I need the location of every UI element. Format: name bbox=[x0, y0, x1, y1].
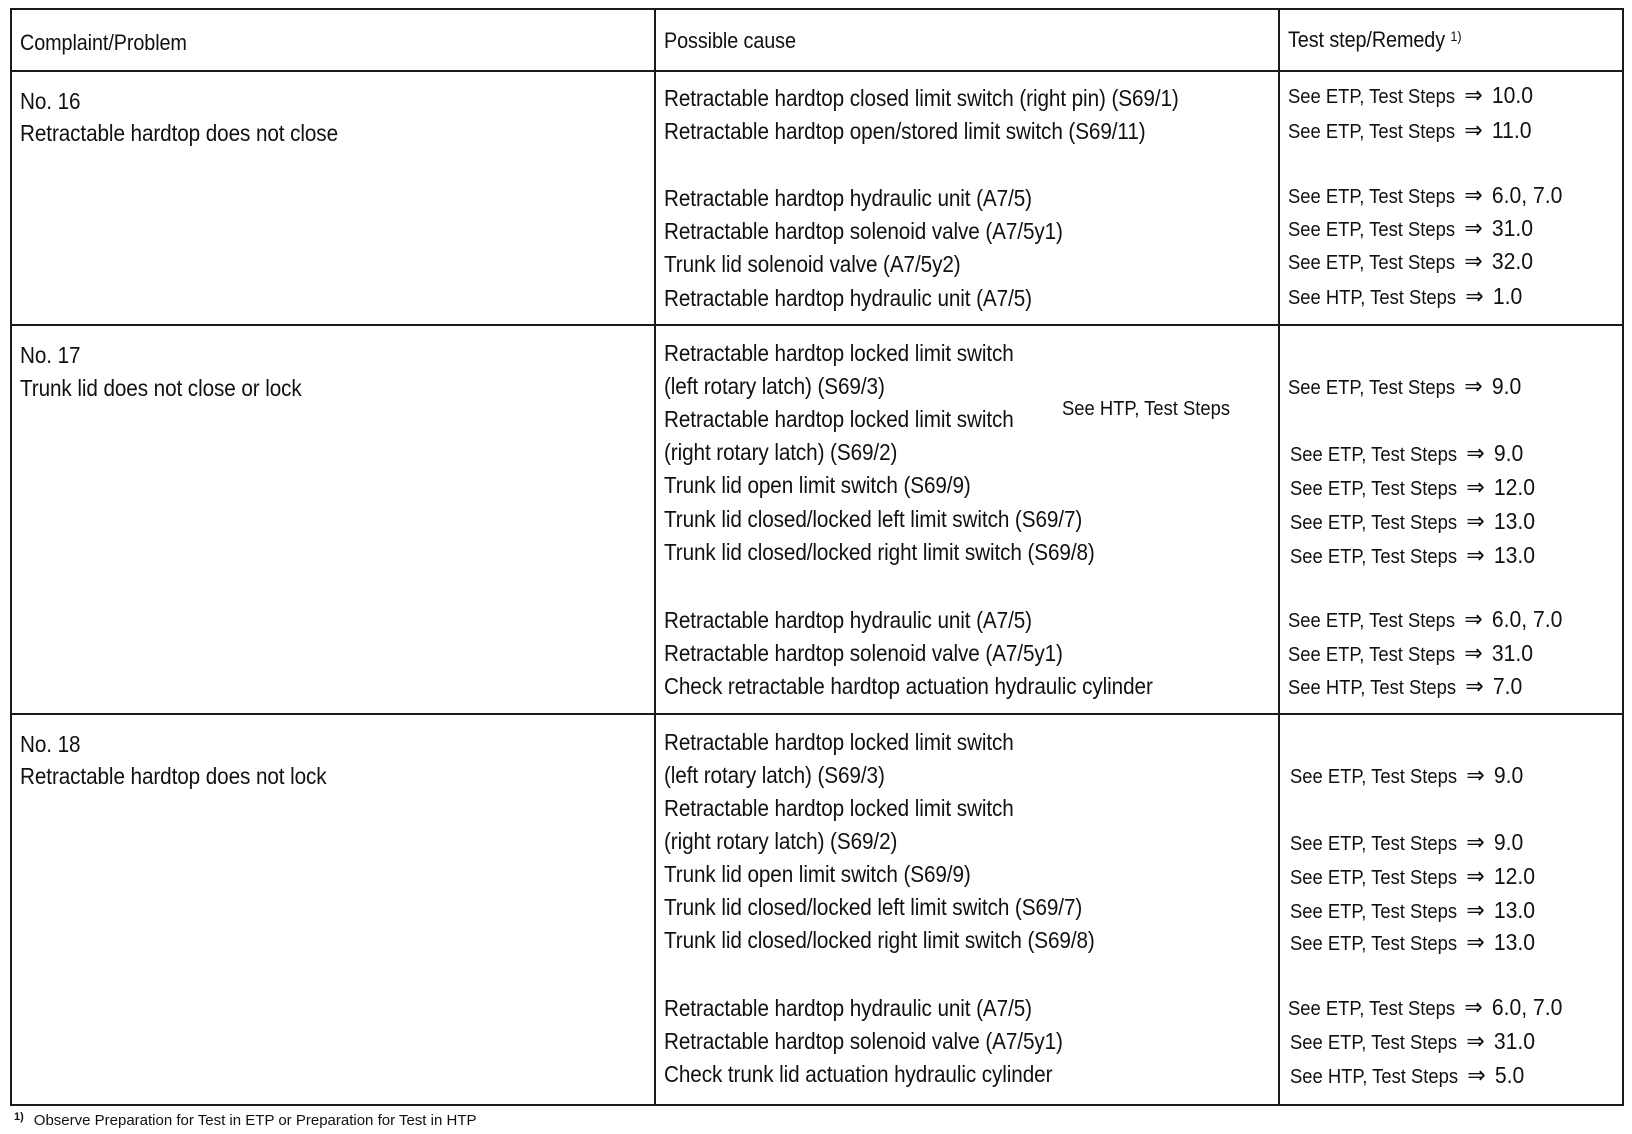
cause-item: Trunk lid open limit switch (S69/9) bbox=[664, 861, 971, 887]
cause-item: Retractable hardtop solenoid valve (A7/5y1) bbox=[664, 1028, 1063, 1054]
remedy-text: See ETP, Test Steps bbox=[1288, 86, 1456, 108]
remedy-text: See ETP, Test Steps bbox=[1288, 219, 1456, 241]
remedy-step: 31.0 bbox=[1491, 640, 1534, 666]
remedy-text: See ETP, Test Steps bbox=[1288, 644, 1456, 666]
remedy-text: See ETP, Test Steps bbox=[1290, 867, 1458, 889]
cause-item: Retractable hardtop hydraulic unit (A7/5) bbox=[664, 607, 1032, 633]
remedy-item bbox=[1290, 542, 1535, 570]
remedy-item bbox=[1288, 82, 1533, 110]
header-row-divider bbox=[10, 70, 1624, 72]
cause-item: Retractable hardtop closed limit switch (right pin) (S69/1) bbox=[664, 85, 1179, 111]
arrow-right-icon: ⇒ bbox=[1466, 542, 1485, 569]
arrow-right-icon: ⇒ bbox=[1466, 929, 1485, 956]
remedy-step: 6.0, 7.0 bbox=[1491, 606, 1563, 632]
remedy-text: See ETP, Test Steps bbox=[1290, 478, 1458, 500]
arrow-right-icon: ⇒ bbox=[1464, 82, 1483, 109]
remedy-step: 32.0 bbox=[1491, 248, 1534, 274]
arrow-right-icon: ⇒ bbox=[1466, 762, 1485, 789]
remedy-item bbox=[1290, 440, 1523, 468]
arrow-right-icon: ⇒ bbox=[1465, 283, 1484, 310]
row-divider-17-18 bbox=[10, 713, 1624, 715]
cause-item: Retractable hardtop locked limit switch bbox=[664, 406, 1014, 432]
cause-item: Trunk lid closed/locked right limit switch (S69/8) bbox=[664, 927, 1095, 953]
remedy-item bbox=[1288, 673, 1522, 701]
cause-item: Retractable hardtop hydraulic unit (A7/5) bbox=[664, 285, 1032, 311]
remedy-item bbox=[1288, 283, 1522, 311]
remedy-step: 31.0 bbox=[1493, 1028, 1536, 1054]
remedy-step: 9.0 bbox=[1493, 829, 1524, 855]
remedy-text: See ETP, Test Steps bbox=[1290, 901, 1458, 923]
remedy-text: See ETP, Test Steps bbox=[1290, 766, 1458, 788]
remedy-text: See ETP, Test Steps bbox=[1288, 998, 1456, 1020]
table-border-left bbox=[10, 8, 12, 1106]
footnote-text: Observe Preparation for Test in ETP or Preparation for Test in HTP bbox=[33, 1112, 477, 1129]
cause-item: Trunk lid closed/locked right limit switch (S69/8) bbox=[664, 539, 1095, 565]
remedy-item bbox=[1288, 640, 1533, 668]
arrow-right-icon: ⇒ bbox=[1464, 606, 1483, 633]
cause-item: Retractable hardtop solenoid valve (A7/5y1) bbox=[664, 640, 1063, 666]
header-remedy-label: Test step/Remedy bbox=[1288, 27, 1446, 52]
arrow-right-icon: ⇒ bbox=[1466, 1028, 1485, 1055]
remedy-item bbox=[1288, 373, 1521, 401]
remedy-text: See ETP, Test Steps bbox=[1290, 444, 1458, 466]
remedy-step: 13.0 bbox=[1493, 508, 1536, 534]
remedy-text: See ETP, Test Steps bbox=[1290, 512, 1458, 534]
cause-item: Trunk lid solenoid valve (A7/5y2) bbox=[664, 251, 961, 277]
arrow-right-icon: ⇒ bbox=[1467, 1062, 1486, 1089]
footnote-marker: 1) bbox=[14, 1111, 24, 1123]
remedy-text: See ETP, Test Steps bbox=[1290, 933, 1458, 955]
table-border-bottom bbox=[10, 1104, 1624, 1106]
remedy-item bbox=[1290, 929, 1535, 957]
remedy-text: See ETP, Test Steps bbox=[1288, 186, 1456, 208]
header-remedy bbox=[1288, 27, 1461, 55]
header-complaint: Complaint/Problem bbox=[20, 30, 187, 55]
cause-item: Check trunk lid actuation hydraulic cylinder bbox=[664, 1061, 1053, 1087]
overlay-note: See HTP, Test Steps bbox=[1062, 398, 1231, 420]
cause-item: (left rotary latch) (S69/3) bbox=[664, 762, 885, 788]
remedy-step: 5.0 bbox=[1494, 1062, 1525, 1088]
footnote bbox=[14, 1112, 477, 1131]
cause-item: Trunk lid open limit switch (S69/9) bbox=[664, 472, 971, 498]
remedy-item bbox=[1290, 1062, 1524, 1090]
remedy-text: See ETP, Test Steps bbox=[1288, 610, 1456, 632]
remedy-step: 11.0 bbox=[1491, 117, 1532, 143]
remedy-step: 12.0 bbox=[1493, 474, 1536, 500]
remedy-step: 7.0 bbox=[1492, 673, 1523, 699]
arrow-right-icon: ⇒ bbox=[1464, 373, 1483, 400]
arrow-right-icon: ⇒ bbox=[1466, 863, 1485, 890]
cause-item: Check retractable hardtop actuation hydraulic cylinder bbox=[664, 673, 1153, 699]
column-divider-2 bbox=[1278, 8, 1280, 1106]
remedy-step: 13.0 bbox=[1493, 929, 1536, 955]
arrow-right-icon: ⇒ bbox=[1464, 248, 1483, 275]
remedy-item bbox=[1288, 117, 1531, 145]
table-border-top bbox=[10, 8, 1624, 10]
arrow-right-icon: ⇒ bbox=[1465, 673, 1484, 700]
remedy-text: See HTP, Test Steps bbox=[1288, 287, 1457, 309]
remedy-item bbox=[1288, 182, 1562, 210]
row-divider-16-17 bbox=[10, 324, 1624, 326]
remedy-step: 6.0, 7.0 bbox=[1491, 182, 1563, 208]
remedy-step: 13.0 bbox=[1493, 542, 1536, 568]
remedy-item bbox=[1290, 829, 1523, 857]
remedy-step: 9.0 bbox=[1493, 440, 1524, 466]
cause-item: (right rotary latch) (S69/2) bbox=[664, 828, 898, 854]
cause-item: Retractable hardtop hydraulic unit (A7/5) bbox=[664, 995, 1032, 1021]
complaint-number: No. 16 bbox=[20, 88, 81, 114]
remedy-step: 9.0 bbox=[1491, 373, 1522, 399]
remedy-text: See HTP, Test Steps bbox=[1290, 1066, 1459, 1088]
remedy-item bbox=[1288, 215, 1533, 243]
remedy-step: 9.0 bbox=[1493, 762, 1524, 788]
arrow-right-icon: ⇒ bbox=[1466, 440, 1485, 467]
remedy-step: 12.0 bbox=[1493, 863, 1536, 889]
remedy-item bbox=[1288, 248, 1533, 276]
table-border-right bbox=[1622, 8, 1624, 1106]
cause-item: (left rotary latch) (S69/3) bbox=[664, 373, 885, 399]
remedy-item bbox=[1290, 474, 1535, 502]
remedy-item bbox=[1288, 994, 1562, 1022]
arrow-right-icon: ⇒ bbox=[1464, 640, 1483, 667]
cause-item: Retractable hardtop locked limit switch bbox=[664, 795, 1014, 821]
remedy-text: See ETP, Test Steps bbox=[1288, 121, 1456, 143]
header-remedy-footnote-marker: 1) bbox=[1450, 28, 1462, 44]
remedy-text: See HTP, Test Steps bbox=[1288, 677, 1457, 699]
cause-item: Retractable hardtop solenoid valve (A7/5y1) bbox=[664, 218, 1063, 244]
arrow-right-icon: ⇒ bbox=[1466, 829, 1485, 856]
remedy-item bbox=[1290, 508, 1535, 536]
arrow-right-icon: ⇒ bbox=[1464, 215, 1483, 242]
arrow-right-icon: ⇒ bbox=[1466, 897, 1485, 924]
remedy-item bbox=[1288, 606, 1562, 634]
cause-item: Retractable hardtop open/stored limit switch (S69/11) bbox=[664, 118, 1146, 144]
arrow-right-icon: ⇒ bbox=[1464, 182, 1483, 209]
header-cause: Possible cause bbox=[664, 28, 796, 53]
cause-item: Retractable hardtop locked limit switch bbox=[664, 729, 1014, 755]
remedy-text: See ETP, Test Steps bbox=[1290, 1032, 1458, 1054]
cause-item: Trunk lid closed/locked left limit switch (S69/7) bbox=[664, 894, 1083, 920]
remedy-text: See ETP, Test Steps bbox=[1288, 377, 1456, 399]
arrow-right-icon: ⇒ bbox=[1466, 508, 1485, 535]
remedy-step: 1.0 bbox=[1492, 283, 1523, 309]
cause-item: Trunk lid closed/locked left limit switch (S69/7) bbox=[664, 506, 1083, 532]
remedy-item bbox=[1290, 863, 1535, 891]
remedy-item bbox=[1290, 762, 1523, 790]
arrow-right-icon: ⇒ bbox=[1464, 117, 1483, 144]
complaint-number: No. 17 bbox=[20, 342, 81, 368]
arrow-right-icon: ⇒ bbox=[1466, 474, 1485, 501]
complaint-description: Retractable hardtop does not lock bbox=[20, 763, 327, 789]
cause-item: Retractable hardtop hydraulic unit (A7/5) bbox=[664, 185, 1032, 211]
remedy-text: See ETP, Test Steps bbox=[1290, 833, 1458, 855]
remedy-step: 10.0 bbox=[1491, 82, 1534, 108]
complaint-description: Trunk lid does not close or lock bbox=[20, 375, 302, 401]
cause-item: Retractable hardtop locked limit switch bbox=[664, 340, 1014, 366]
remedy-item bbox=[1290, 1028, 1535, 1056]
remedy-item bbox=[1290, 897, 1535, 925]
remedy-step: 13.0 bbox=[1493, 897, 1536, 923]
remedy-text: See ETP, Test Steps bbox=[1290, 546, 1458, 568]
remedy-step: 6.0, 7.0 bbox=[1491, 994, 1563, 1020]
complaint-number: No. 18 bbox=[20, 731, 81, 757]
column-divider-1 bbox=[654, 8, 656, 1106]
remedy-step: 31.0 bbox=[1491, 215, 1534, 241]
cause-item: (right rotary latch) (S69/2) bbox=[664, 439, 898, 465]
complaint-description: Retractable hardtop does not close bbox=[20, 120, 338, 146]
remedy-text: See ETP, Test Steps bbox=[1288, 252, 1456, 274]
arrow-right-icon: ⇒ bbox=[1464, 994, 1483, 1021]
